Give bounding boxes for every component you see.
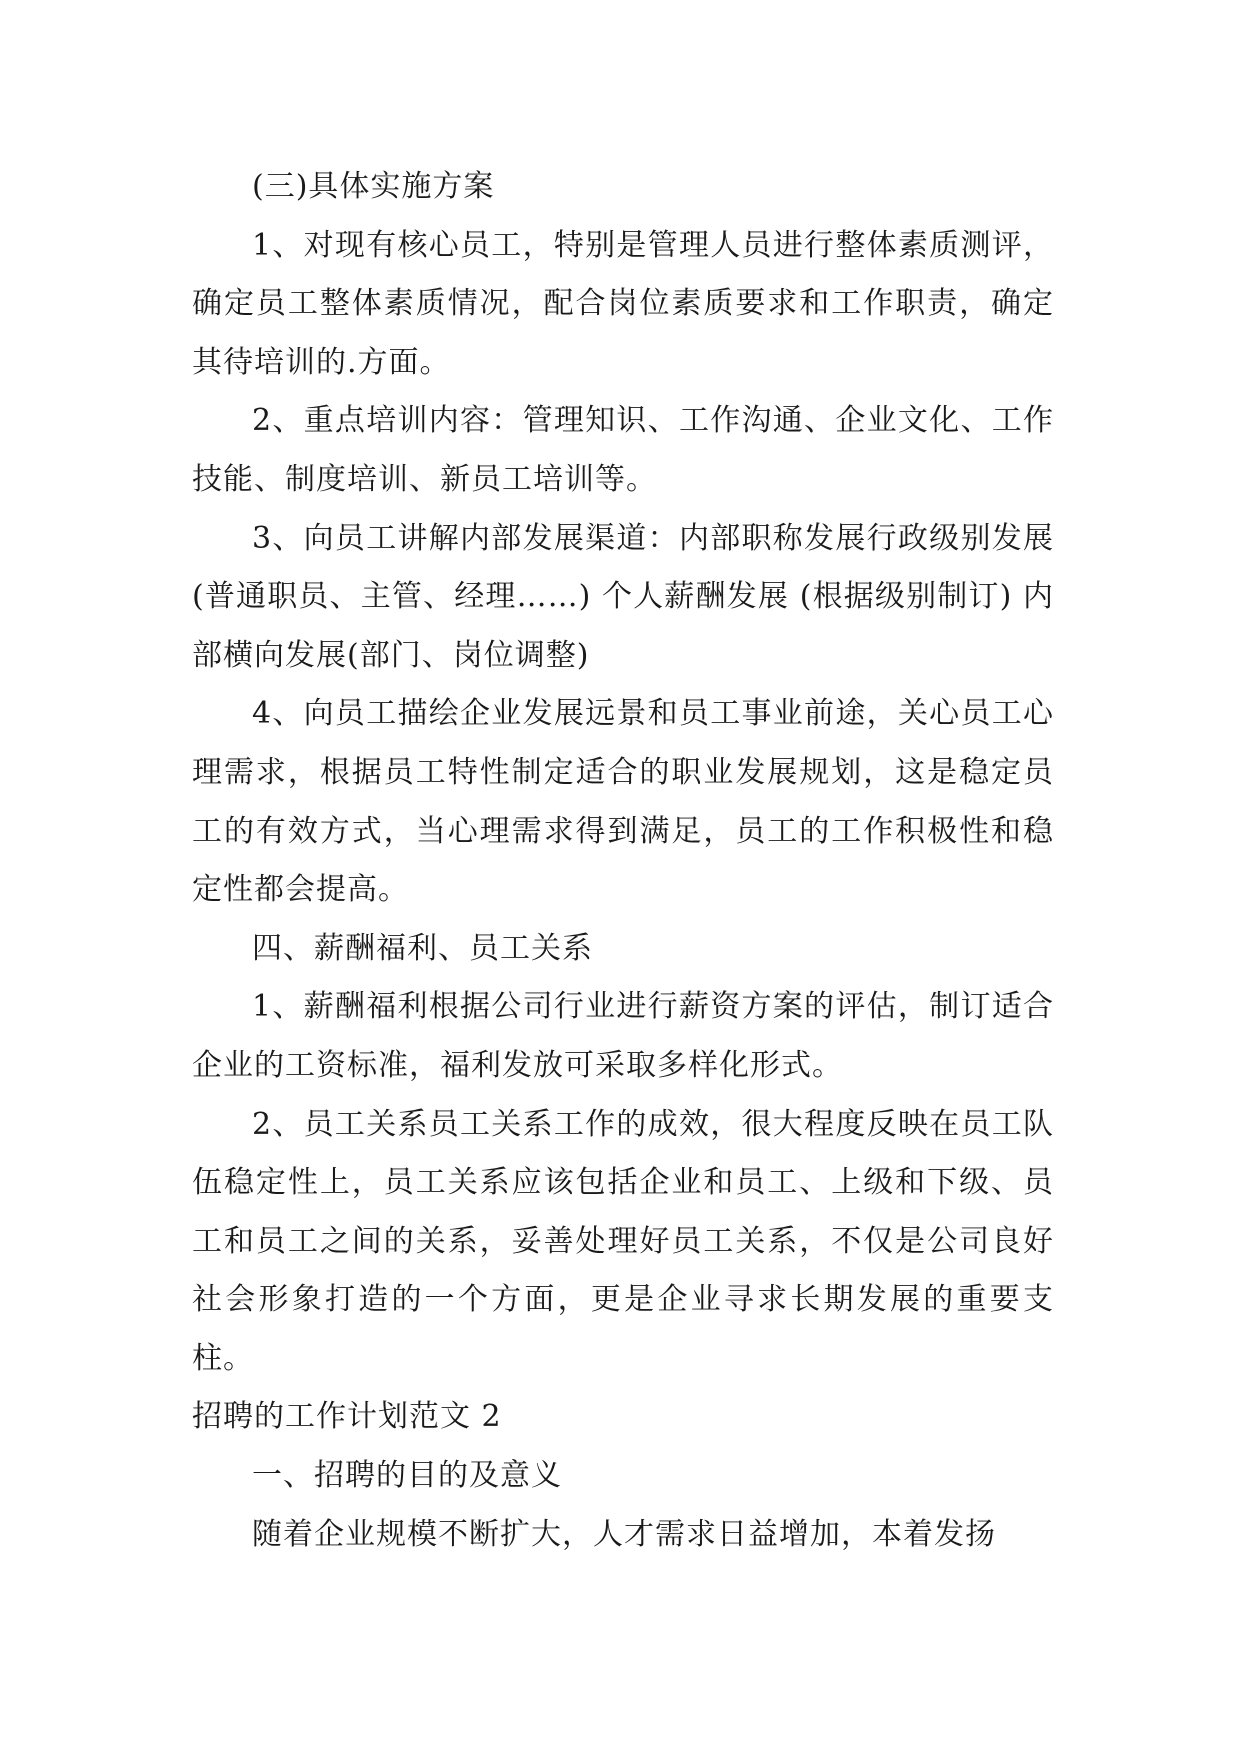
- document-title: 招聘的工作计划范文 2: [192, 1399, 502, 1435]
- paragraph-item-2: 2、重点培训内容：管理知识、工作沟通、企业文化、工作技能、制度培训、新员工培训等。: [192, 403, 1054, 497]
- section-heading-purpose: 一、招聘的目的及意义: [252, 1458, 562, 1494]
- document-page: [192, 158, 1054, 1564]
- paragraph-compensation-item-1: 1、薪酬福利根据公司行业进行薪资方案的评估，制订适合企业的工资标准，福利发放可采取多样化形式。: [192, 989, 1054, 1083]
- paragraph-item-1: 1、对现有核心员工，特别是管理人员进行整体素质测评，确定员工整体素质情况，配合岗位素质要求和工作职责，确定其待培训的.方面。: [192, 227, 1054, 380]
- paragraph-item-3: 3、向员工讲解内部发展渠道：内部职称发展行政级别发展(普通职员、主管、经理……) 个人薪酬发展 (根据级别制订) 内部横向发展(部门、岗位调整): [192, 520, 1054, 673]
- section-heading-compensation: 四、薪酬福利、员工关系: [252, 930, 593, 966]
- section-heading-implementation: (三)具体实施方案: [252, 169, 495, 204]
- paragraph-purpose-body: 随着企业规模不断扩大，人才需求日益增加，本着发扬: [252, 1516, 996, 1552]
- paragraph-compensation-item-2: 2、员工关系员工关系工作的成效，很大程度反映在员工队伍稳定性上，员工关系应该包括企业和员工、上级和下级、员工和员工之间的关系，妥善处理好员工关系，不仅是公司良好社会形象打造的一个方面，更是企业寻求长期发展的重要支柱。: [192, 1106, 1054, 1376]
- paragraph-item-4: 4、向员工描绘企业发展远景和员工事业前途，关心员工心理需求，根据员工特性制定适合的职业发展规划，这是稳定员工的有效方式，当心理需求得到满足，员工的工作积极性和稳定性都会提高。: [192, 696, 1054, 908]
